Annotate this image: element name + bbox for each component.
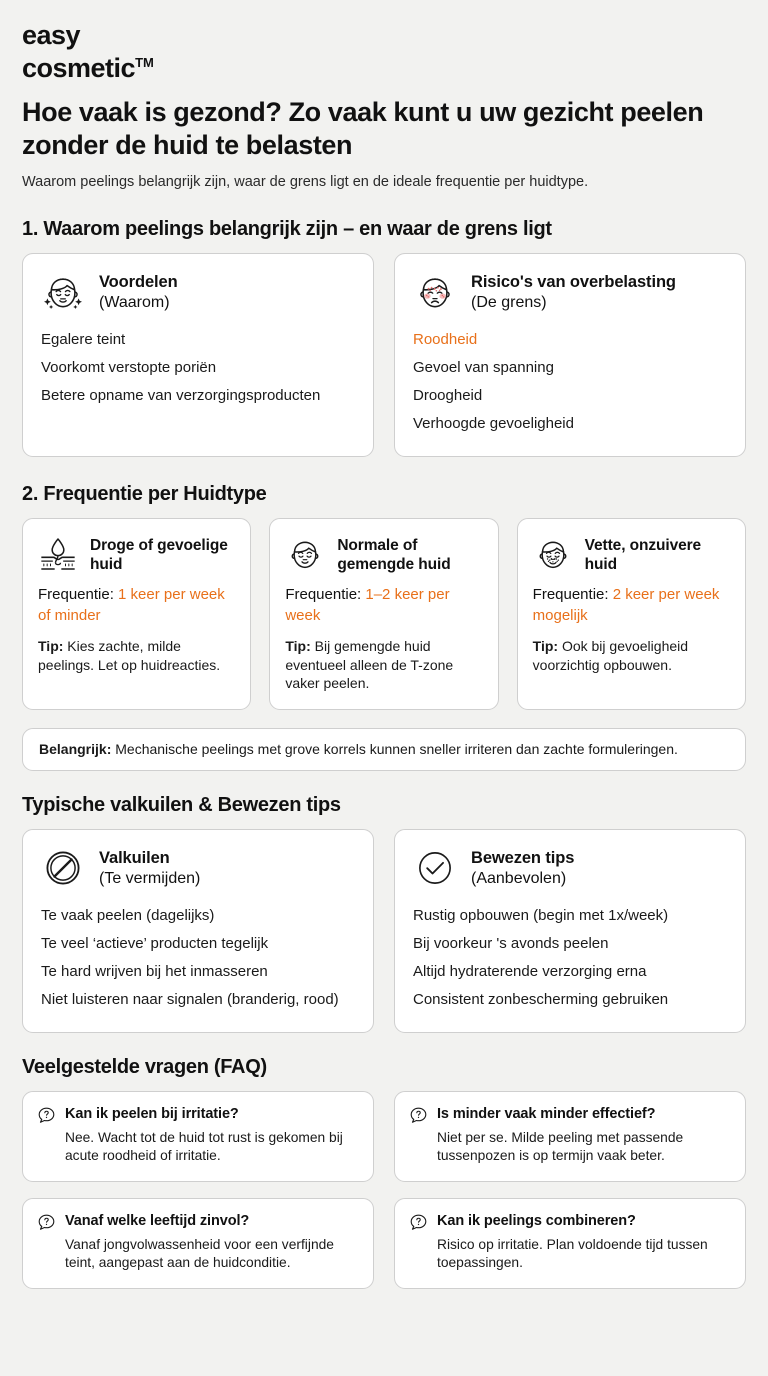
card-title-wrap <box>471 270 676 313</box>
neutral-face-icon <box>285 534 325 574</box>
card-title: Valkuilen <box>99 848 170 867</box>
faq-question: Is minder vaak minder effectief? <box>437 1105 656 1122</box>
benefit-list <box>41 326 355 410</box>
frequency-line <box>533 584 730 626</box>
faq-question-row <box>409 1105 729 1125</box>
card-header <box>41 846 355 890</box>
card-droge-huid <box>22 518 251 710</box>
list-item: Consistent zonbescherming gebruiken <box>413 990 669 1008</box>
card-header <box>413 846 727 890</box>
droplet-skin-layers-icon <box>38 534 78 574</box>
frequency-value: 2 keer per week mogelijk <box>532 586 720 624</box>
list-item: Altijd hydraterende verzorging erna <box>413 962 647 980</box>
card-subtitle: (Waarom) <box>99 294 170 311</box>
faq-question-row <box>37 1105 357 1125</box>
tip-text: Bij gemengde huid eventueel alleen de T-zone vaker peelen. <box>285 638 454 691</box>
brand-logo <box>22 22 746 82</box>
card-title: Bewezen tips <box>471 848 575 867</box>
tip-label: Tip: <box>532 638 559 654</box>
card-title: Droge of gevoelige huid <box>90 537 228 573</box>
tip-line <box>38 637 235 674</box>
question-bubble-icon <box>37 1106 56 1125</box>
faq-item[interactable] <box>394 1198 746 1289</box>
page-subtitle: Waarom peelings belangrijk zijn, waar de grens ligt en de ideale frequentie per huidtype. <box>22 174 589 190</box>
faq-answer: Vanaf jongvolwassenheid voor een verfijnde teint, aangepast aan de huidconditie. <box>65 1236 334 1270</box>
tip-line <box>285 637 482 693</box>
card-risicos <box>394 253 746 457</box>
faq-heading: Veelgestelde vragen (FAQ) <box>22 1055 267 1078</box>
tip-text: Ook bij gevoeligheid voorzichtig opbouwen. <box>532 638 689 673</box>
card-subtitle: (Aanbevolen) <box>471 869 567 887</box>
frequency-line <box>38 584 235 626</box>
list-item: Niet luisteren naar signalen (branderig, rood) <box>41 990 339 1008</box>
card-title: Vette, onzuivere huid <box>584 537 702 573</box>
card-header <box>38 534 235 574</box>
card-valkuilen <box>22 829 374 1033</box>
card-header <box>285 534 482 574</box>
list-item: Betere opname van verzorgingsproducten <box>41 387 321 404</box>
card-header <box>413 270 727 314</box>
frequency-label: Frequentie: <box>532 586 613 603</box>
card-title-wrap <box>585 534 730 574</box>
list-item: Rustig opbouwen (begin met 1x/week) <box>413 906 669 924</box>
card-title-wrap <box>99 846 200 889</box>
section-2-heading: 2. Frequentie per Huidtype <box>22 483 267 505</box>
faq-answer: Risico op irritatie. Plan voldoende tijd tussen toepassingen. <box>437 1236 708 1270</box>
brand-line-2: cosmetic™ <box>22 53 154 83</box>
frequency-label: Frequentie: <box>285 586 366 603</box>
list-item: Te veel ‘actieve’ producten tegelijk <box>41 934 269 952</box>
card-title-wrap <box>337 534 482 574</box>
pitfall-list <box>41 902 355 1014</box>
card-title: Risico's van overbelasting <box>471 273 676 291</box>
card-title: Normale of gemengde huid <box>337 537 451 573</box>
faq-question: Kan ik peelen bij irritatie? <box>65 1105 239 1122</box>
question-bubble-icon <box>409 1106 428 1125</box>
tip-label: Tip: <box>285 638 311 654</box>
card-normale-huid <box>269 518 498 710</box>
tip-label: Tip: <box>38 638 64 654</box>
section-2-cards <box>22 518 746 710</box>
oily-face-icon <box>533 534 573 574</box>
frequency-label: Frequentie: <box>38 586 119 603</box>
section-1-heading: 1. Waarom peelings belangrijk zijn – en waar de grens ligt <box>22 218 552 240</box>
list-item: Gevoel van spanning <box>413 359 554 376</box>
proven-tips-list <box>413 902 727 1014</box>
question-bubble-icon <box>409 1213 428 1232</box>
faq-question: Vanaf welke leeftijd zinvol? <box>65 1212 250 1229</box>
card-bewezen-tips <box>394 829 746 1033</box>
frequency-value: 1–2 keer per week <box>285 586 450 624</box>
card-subtitle: (Te vermijden) <box>99 869 201 887</box>
brand-line-1: easy <box>22 20 81 50</box>
card-subtitle: (De grens) <box>471 294 547 311</box>
faq-answer: Nee. Wacht tot de huid tot rust is gekomen bij acute roodheid of irritatie. <box>65 1129 343 1163</box>
card-header <box>533 534 730 574</box>
card-title-wrap <box>471 846 574 889</box>
page-title: Hoe vaak is gezond? Zo vaak kunt u uw gezicht peelen zonder de huid te belasten <box>22 97 704 160</box>
card-title: Voordelen <box>99 273 178 291</box>
list-item: Bij voorkeur 's avonds peelen <box>413 934 609 952</box>
prohibited-icon <box>41 846 85 890</box>
section-1-cards <box>22 253 746 457</box>
frequency-value: 1 keer per week of minder <box>38 586 225 624</box>
faq-question-row <box>409 1212 729 1232</box>
risk-list <box>413 326 727 438</box>
card-title-wrap <box>90 534 235 574</box>
list-item: Verhoogde gevoeligheid <box>413 415 574 432</box>
notice-label: Belangrijk: <box>39 740 112 757</box>
section-3-heading: Typische valkuilen & Bewezen tips <box>22 793 341 816</box>
list-item: Droogheid <box>413 387 483 404</box>
irritated-face-icon <box>413 270 457 314</box>
faq-item[interactable] <box>394 1091 746 1182</box>
question-bubble-icon <box>37 1213 56 1232</box>
check-circle-icon <box>413 846 457 890</box>
card-header <box>41 270 355 314</box>
list-item: Te vaak peelen (dagelijks) <box>41 906 215 924</box>
faq-answer: Niet per se. Milde peeling met passende tussenpozen is op termijn vaak beter. <box>437 1129 684 1163</box>
tip-line <box>533 637 730 674</box>
card-voordelen <box>22 253 374 457</box>
faq-question: Kan ik peelings combineren? <box>437 1212 636 1229</box>
faq-question-row <box>37 1212 357 1232</box>
list-item: Te hard wrijven bij het inmasseren <box>41 962 268 980</box>
card-title-wrap <box>99 270 178 313</box>
list-item: Voorkomt verstopte poriën <box>41 359 217 376</box>
frequency-line <box>285 584 482 626</box>
important-notice <box>22 728 746 771</box>
card-vette-huid <box>517 518 746 710</box>
trademark-symbol: TM <box>135 55 154 70</box>
calm-face-sparkle-icon <box>41 270 85 314</box>
list-item: Egalere teint <box>41 331 126 348</box>
faq-item[interactable] <box>22 1198 374 1289</box>
faq-grid <box>22 1091 746 1289</box>
notice-text: Mechanische peelings met grove korrels kunnen sneller irriteren dan zachte formuleringen. <box>111 740 678 757</box>
section-3-cards <box>22 829 746 1033</box>
tip-text: Kies zachte, milde peelings. Let op huidreacties. <box>38 638 221 673</box>
faq-item[interactable] <box>22 1091 374 1182</box>
list-item: Roodheid <box>413 331 478 348</box>
